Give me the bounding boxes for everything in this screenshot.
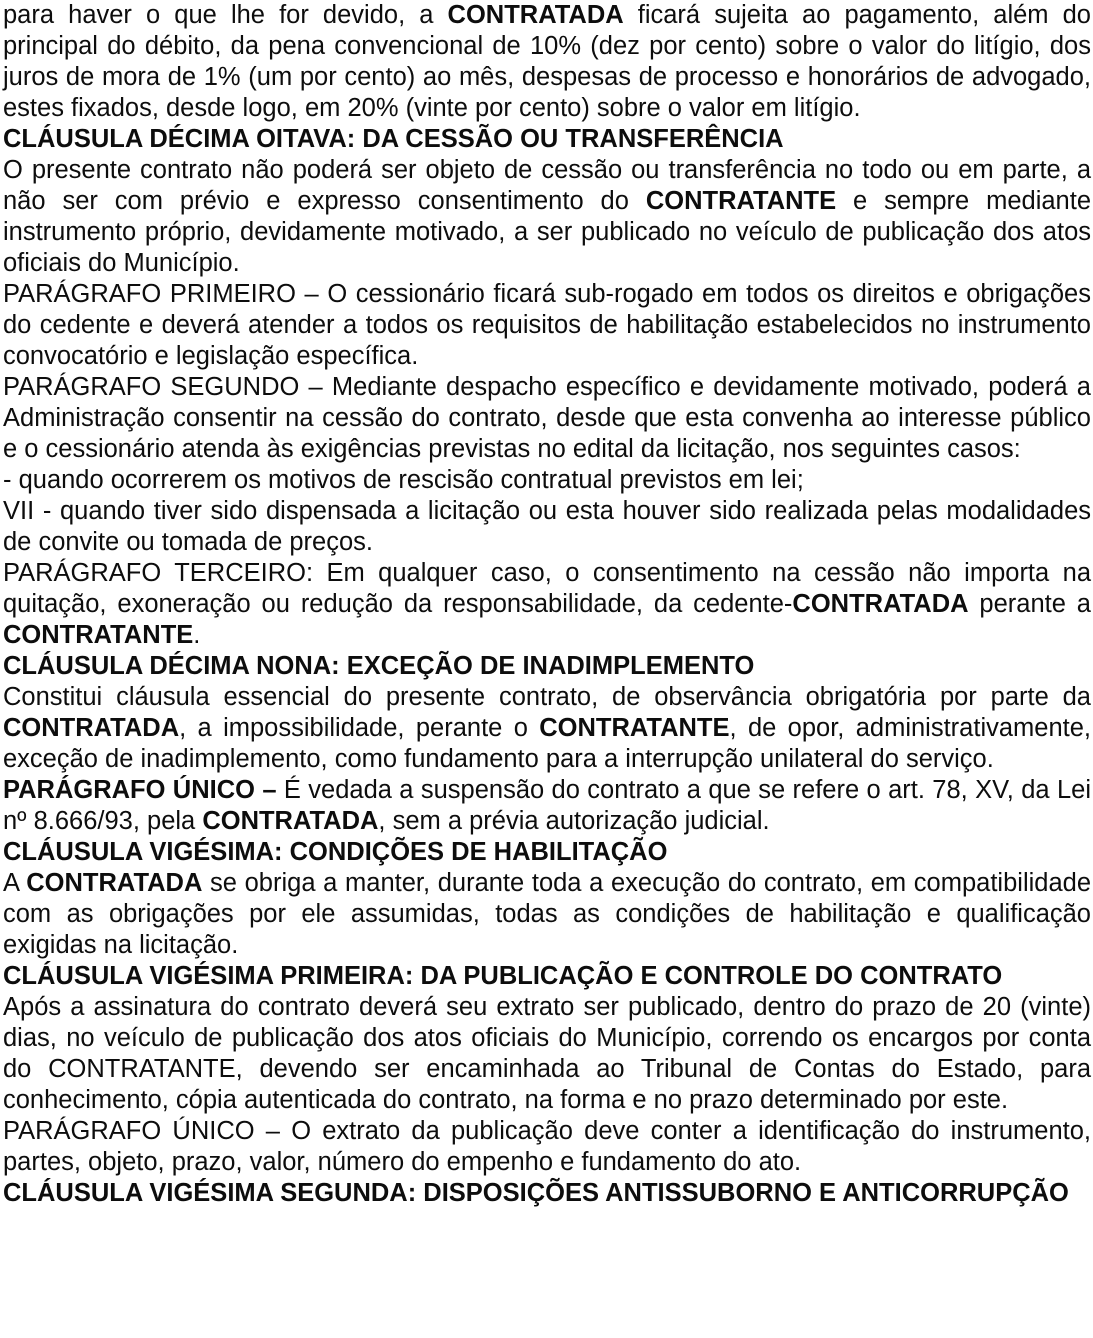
text-segment: CLÁUSULA VIGÉSIMA SEGUNDA: DISPOSIÇÕES ANTISSUBORNO E ANTICORRUPÇÃO [3,1179,1069,1207]
paragraph [3,992,1091,1116]
text-segment: se obriga a manter, durante toda a execução do contrato, em compatibilidade com as obrigações por ele assumidas, todas as condições de habilitação e qualificação exigidas na licitação. [3,869,1092,959]
text-segment: Após a assinatura do contrato deverá seu extrato ser publicado, dentro do prazo de 20 (vinte) dias, no veículo de publicação dos atos oficiais do Município, correndo os encargos por conta do CONTRATANTE, devendo ser encaminhada ao Tribunal de Contas do Estado, para conhecimento, cópia autenticada do contrato, na forma e no prazo determinado por este. [3,993,1091,1114]
text-segment: , de opor, administrativamente, exceção de inadimplemento, como fundamento para a interrupção unilateral do serviço. [3,714,1091,773]
bold-text-segment: PARÁGRAFO ÚNICO – [3,776,277,804]
bold-text-segment: CONTRATADA [3,714,180,742]
text-segment: , a impossibilidade, perante o [179,714,540,742]
paragraph [3,868,1091,961]
bold-text-segment: CONTRATADA [447,1,624,29]
text-segment: CLÁUSULA VIGÉSIMA: CONDIÇÕES DE HABILITAÇÃO [3,838,668,866]
bold-text-segment: CONTRATADA [26,869,203,897]
text-segment: CLÁUSULA VIGÉSIMA PRIMEIRA: DA PUBLICAÇÃO E CONTROLE DO CONTRATO [3,962,1003,990]
text-segment: para haver o que lhe for devido, a [3,1,448,29]
paragraph [3,372,1091,465]
text-segment: . [193,621,201,649]
paragraph [3,155,1091,279]
clause-heading [3,961,1091,992]
clause-heading [3,837,1091,868]
text-segment: Constitui cláusula essencial do presente contrato, de observância obrigatória por parte da [3,683,1091,711]
text-segment: VII - quando tiver sido dispensada a licitação ou esta houver sido realizada pelas modalidades de convite ou tomada de preços. [3,497,1091,556]
paragraph [3,496,1091,558]
text-segment: PARÁGRAFO SEGUNDO – Mediante despacho específico e devidamente motivado, poderá a Administração consentir na cessão do contrato, desde que esta convenha ao interesse público e o cessionário atenda às exigências previstas no edital da licitação, nos seguintes casos: [3,373,1091,463]
text-segment: A [3,869,27,897]
text-segment: ficará sujeita ao pagamento, além do principal do débito, da pena convencional de 10% (dez por cento) sobre o valor do litígio, dos juros de mora de 1% (um por cento) ao mês, despesas de processo e honorários de advogado, estes fixados, desde logo, em 20% (vinte por cento) sobre o valor em litígio. [3,1,1091,122]
bold-text-segment: CONTRATANTE [645,187,837,215]
bold-text-segment: CONTRATADA [792,590,969,618]
paragraph [3,279,1091,372]
clause-heading [3,124,1091,155]
text-segment: e sempre mediante instrumento próprio, devidamente motivado, a ser publicado no veículo de publicação dos atos oficiais do Município. [3,187,1092,277]
paragraph [3,0,1091,124]
text-segment: PARÁGRAFO PRIMEIRO – O cessionário ficará sub-rogado em todos os direitos e obrigações do cedente e deverá atender a todos os requisitos de habilitação estabelecidos no instrumento convocatório e legislação específica. [3,280,1091,370]
paragraph [3,558,1091,651]
bold-text-segment: CONTRATADA [202,807,379,835]
text-segment: CLÁUSULA DÉCIMA OITAVA: DA CESSÃO OU TRANSFERÊNCIA [3,125,784,153]
text-segment: perante a [968,590,1091,618]
paragraph [3,682,1091,775]
bold-text-segment: CONTRATANTE [3,621,194,649]
text-segment: PARÁGRAFO TERCEIRO: Em qualquer caso, o consentimento na cessão não importa na quitação, exoneração ou redução da responsabilidade, da cedente- [3,559,1091,618]
text-segment: - quando ocorrerem os motivos de rescisão contratual previstos em lei; [3,466,804,494]
paragraph [3,775,1091,837]
clause-heading [3,1178,1091,1209]
text-segment: CLÁUSULA DÉCIMA NONA: EXCEÇÃO DE INADIMPLEMENTO [3,652,755,680]
text-segment: , sem a prévia autorização judicial. [378,807,770,835]
bold-text-segment: CONTRATANTE [539,714,730,742]
text-segment: É vedada a suspensão do contrato a que se refere o art. 78, XV, da Lei nº 8.666/93, pela [3,776,1091,835]
paragraph [3,465,1091,496]
clause-heading [3,651,1091,682]
paragraph [3,1116,1091,1178]
text-segment: PARÁGRAFO ÚNICO – O extrato da publicação deve conter a identificação do instrumento, partes, objeto, prazo, valor, número do empenho e fundamento do ato. [3,1117,1091,1176]
text-segment: O presente contrato não poderá ser objeto de cessão ou transferência no todo ou em parte, a não ser com prévio e expresso consentimento do [3,156,1091,215]
